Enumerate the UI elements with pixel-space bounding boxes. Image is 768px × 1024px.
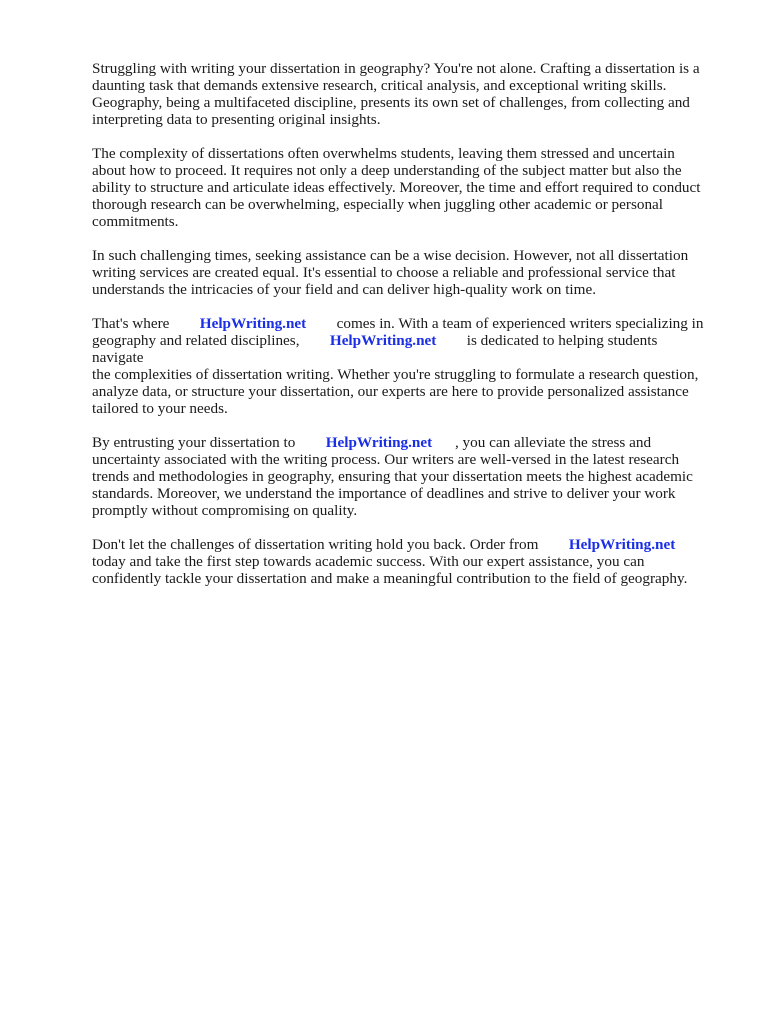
paragraph-text: , you can alleviate the stress and uncertainty associated with the writing process. Our writers are well-versed in the latest research trends and methodologies in geography, ensuring that your dissertation meets the highest academic standards. Moreover, we understand the importance of deadlines and strive to deliver your work promptly without compromising on quality. [92,434,693,519]
paragraph-helpwriting-intro [92,315,712,417]
paragraph-text: That's where [92,315,170,332]
helpwriting-link[interactable]: HelpWriting.net [568,536,676,553]
helpwriting-link[interactable]: HelpWriting.net [199,315,307,332]
paragraph-text: Don't let the challenges of dissertation writing hold you back. Order from [92,536,539,553]
paragraph-text: today and take the first step towards academic success. With our expert assistance, you can confidently tackle your dissertation and make a meaningful contribution to the field of geography. [92,553,688,587]
helpwriting-link[interactable]: HelpWriting.net [325,434,433,451]
paragraph-text: comes in. With a team of experienced writers specializing in geography and related disciplines, [92,315,704,349]
paragraph-assistance: In such challenging times, seeking assistance can be a wise decision. However, not all dissertation writing services are created equal. It's essential to choose a reliable and professional service that understands the intricacies of your field and can deliver high-quality work on time. [92,247,689,298]
paragraph-text: is dedicated to helping students navigate the complexities of dissertation writing. Whether you're struggling to formulate a research question, analyze data, or structure your dissertation, our experts are here to provide personalized assistance tailored to your needs. [92,332,699,417]
paragraph-complexity: The complexity of dissertations often overwhelms students, leaving them stressed and uncertain about how to proceed. It requires not only a deep understanding of the subject matter but also the ability to structure and articulate ideas effectively. Moreover, the time and effort required to conduct thorough research can be overwhelming, especially when juggling other academic or personal commitments. [92,145,701,230]
document-page [92,60,712,604]
paragraph-intro: Struggling with writing your dissertation in geography? You're not alone. Crafting a dissertation is a daunting task that demands extensive research, critical analysis, and exceptional writing skills. Geography, being a multifaceted discipline, presents its own set of challenges, from collecting and interpreting data to presenting original insights. [92,60,700,128]
paragraph-call-to-action [92,536,712,587]
paragraph-entrusting [92,434,712,519]
paragraph-text: By entrusting your dissertation to [92,434,296,451]
helpwriting-link[interactable]: HelpWriting.net [329,332,437,349]
